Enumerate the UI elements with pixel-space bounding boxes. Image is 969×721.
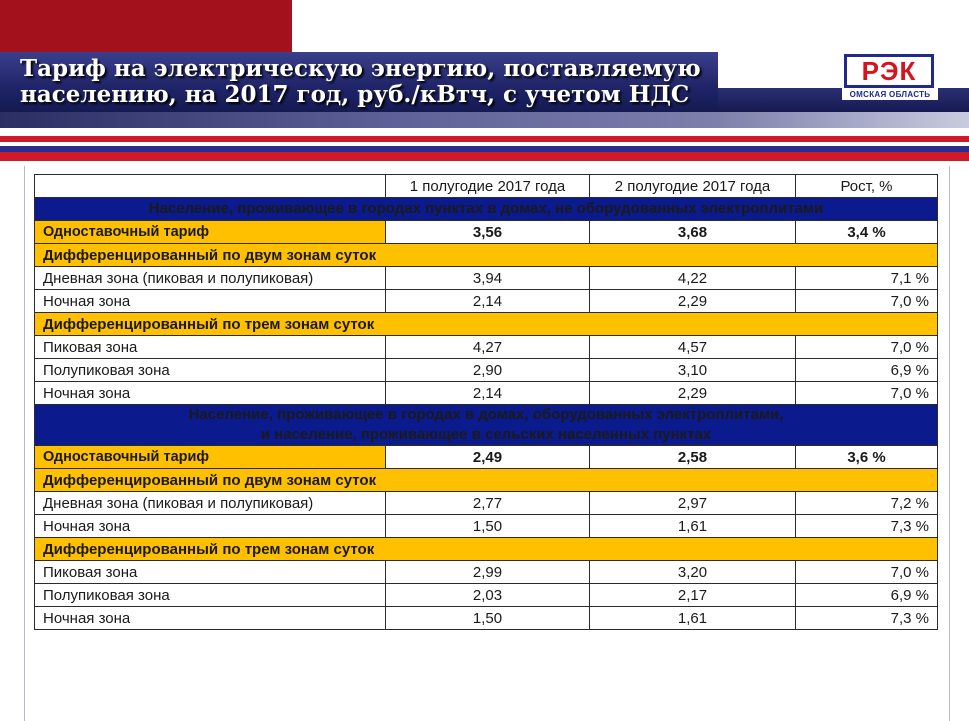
page-title-line-2: населению, на 2017 год, руб./кВтч, с учетом НДС: [20, 81, 690, 108]
row-label: Пиковая зона: [35, 336, 386, 359]
row-half1: 2,90: [386, 359, 590, 382]
row-half1: 1,50: [386, 515, 590, 538]
row-half1: 4,27: [386, 336, 590, 359]
page-title: [20, 56, 720, 108]
single-rate-label: Одноставочный тариф: [35, 221, 386, 244]
row-growth: 7,0 %: [796, 336, 938, 359]
table-row: [35, 359, 938, 382]
table-row: [35, 607, 938, 630]
row-half2: 2,17: [590, 584, 796, 607]
row-label: Ночная зона: [35, 290, 386, 313]
row-half2: 1,61: [590, 515, 796, 538]
banner-shadow-right: [718, 112, 969, 128]
rek-logo-box: [844, 54, 934, 88]
single-rate-label: Одноставочный тариф: [35, 446, 386, 469]
column-header-category: [35, 175, 386, 198]
subsection-row: [35, 244, 938, 267]
row-growth: 6,9 %: [796, 584, 938, 607]
row-half2: 2,29: [590, 290, 796, 313]
section-heading-row: [35, 198, 938, 221]
subsection-row: [35, 538, 938, 561]
row-half2: 2,29: [590, 382, 796, 405]
row-label: Пиковая зона: [35, 561, 386, 584]
two-zone-heading: Дифференцированный по двум зонам суток: [35, 244, 938, 267]
single-rate-half2: 2,58: [590, 446, 796, 469]
row-half2: 3,10: [590, 359, 796, 382]
row-half1: 3,94: [386, 267, 590, 290]
row-half2: 1,61: [590, 607, 796, 630]
row-label: Ночная зона: [35, 382, 386, 405]
section1-heading: Население, проживающее в городах пунктах в домах, не оборудованных электроплитами: [35, 198, 938, 221]
row-half2: 4,57: [590, 336, 796, 359]
single-rate-half2: 3,68: [590, 221, 796, 244]
row-growth: 7,2 %: [796, 492, 938, 515]
two-zone-heading: Дифференцированный по двум зонам суток: [35, 469, 938, 492]
row-label: Полупиковая зона: [35, 584, 386, 607]
row-growth: 7,0 %: [796, 561, 938, 584]
row-half1: 2,03: [386, 584, 590, 607]
column-header-half1: 1 полугодие 2017 года: [386, 175, 590, 198]
subsection-row: [35, 469, 938, 492]
page-title-line-1: Тариф на электрическую энергию, поставляемую: [20, 55, 701, 82]
single-rate-growth: 3,4 %: [796, 221, 938, 244]
table-row: [35, 290, 938, 313]
row-growth: 7,1 %: [796, 267, 938, 290]
single-rate-row: [35, 221, 938, 244]
row-label: Дневная зона (пиковая и полупиковая): [35, 492, 386, 515]
three-zone-heading: Дифференцированный по трем зонам суток: [35, 313, 938, 336]
row-growth: 7,3 %: [796, 607, 938, 630]
header-banner: [0, 0, 969, 130]
table-header-row: [35, 175, 938, 198]
banner-shadow: [0, 112, 718, 128]
section2-heading: [35, 405, 938, 446]
table-row: [35, 267, 938, 290]
row-growth: 7,0 %: [796, 290, 938, 313]
table-row: [35, 515, 938, 538]
row-growth: 6,9 %: [796, 359, 938, 382]
table-row: [35, 584, 938, 607]
row-growth: 7,3 %: [796, 515, 938, 538]
row-half2: 3,20: [590, 561, 796, 584]
row-half1: 1,50: [386, 607, 590, 630]
row-half2: 4,22: [590, 267, 796, 290]
row-half1: 2,14: [386, 382, 590, 405]
table-row: [35, 561, 938, 584]
section2-heading-line-2: и население, проживающее в сельских населенных пунктах: [260, 426, 712, 443]
table-row: [35, 382, 938, 405]
row-label: Полупиковая зона: [35, 359, 386, 382]
row-half1: 2,99: [386, 561, 590, 584]
row-growth: 7,0 %: [796, 382, 938, 405]
column-header-half2: 2 полугодие 2017 года: [590, 175, 796, 198]
table-row: [35, 492, 938, 515]
single-rate-row: [35, 446, 938, 469]
divider-stripe-red-bottom: [0, 152, 969, 161]
subsection-row: [35, 313, 938, 336]
row-label: Дневная зона (пиковая и полупиковая): [35, 267, 386, 290]
section2-heading-line-1: Население, проживающее в городах в домах, оборудованных электроплитами,: [188, 406, 784, 423]
single-rate-growth: 3,6 %: [796, 446, 938, 469]
rek-logo-subtitle: ОМСКАЯ ОБЛАСТЬ: [849, 90, 931, 99]
three-zone-heading: Дифференцированный по трем зонам суток: [35, 538, 938, 561]
rek-logo-text: РЭК: [861, 56, 917, 86]
tariff-table: [34, 174, 938, 630]
section-heading-row: [35, 405, 938, 446]
single-rate-half1: 2,49: [386, 446, 590, 469]
table-row: [35, 336, 938, 359]
row-half2: 2,97: [590, 492, 796, 515]
column-header-growth: Рост, %: [796, 175, 938, 198]
row-half1: 2,14: [386, 290, 590, 313]
row-half1: 2,77: [386, 492, 590, 515]
single-rate-half1: 3,56: [386, 221, 590, 244]
row-label: Ночная зона: [35, 515, 386, 538]
row-label: Ночная зона: [35, 607, 386, 630]
rek-logo: [842, 52, 938, 100]
